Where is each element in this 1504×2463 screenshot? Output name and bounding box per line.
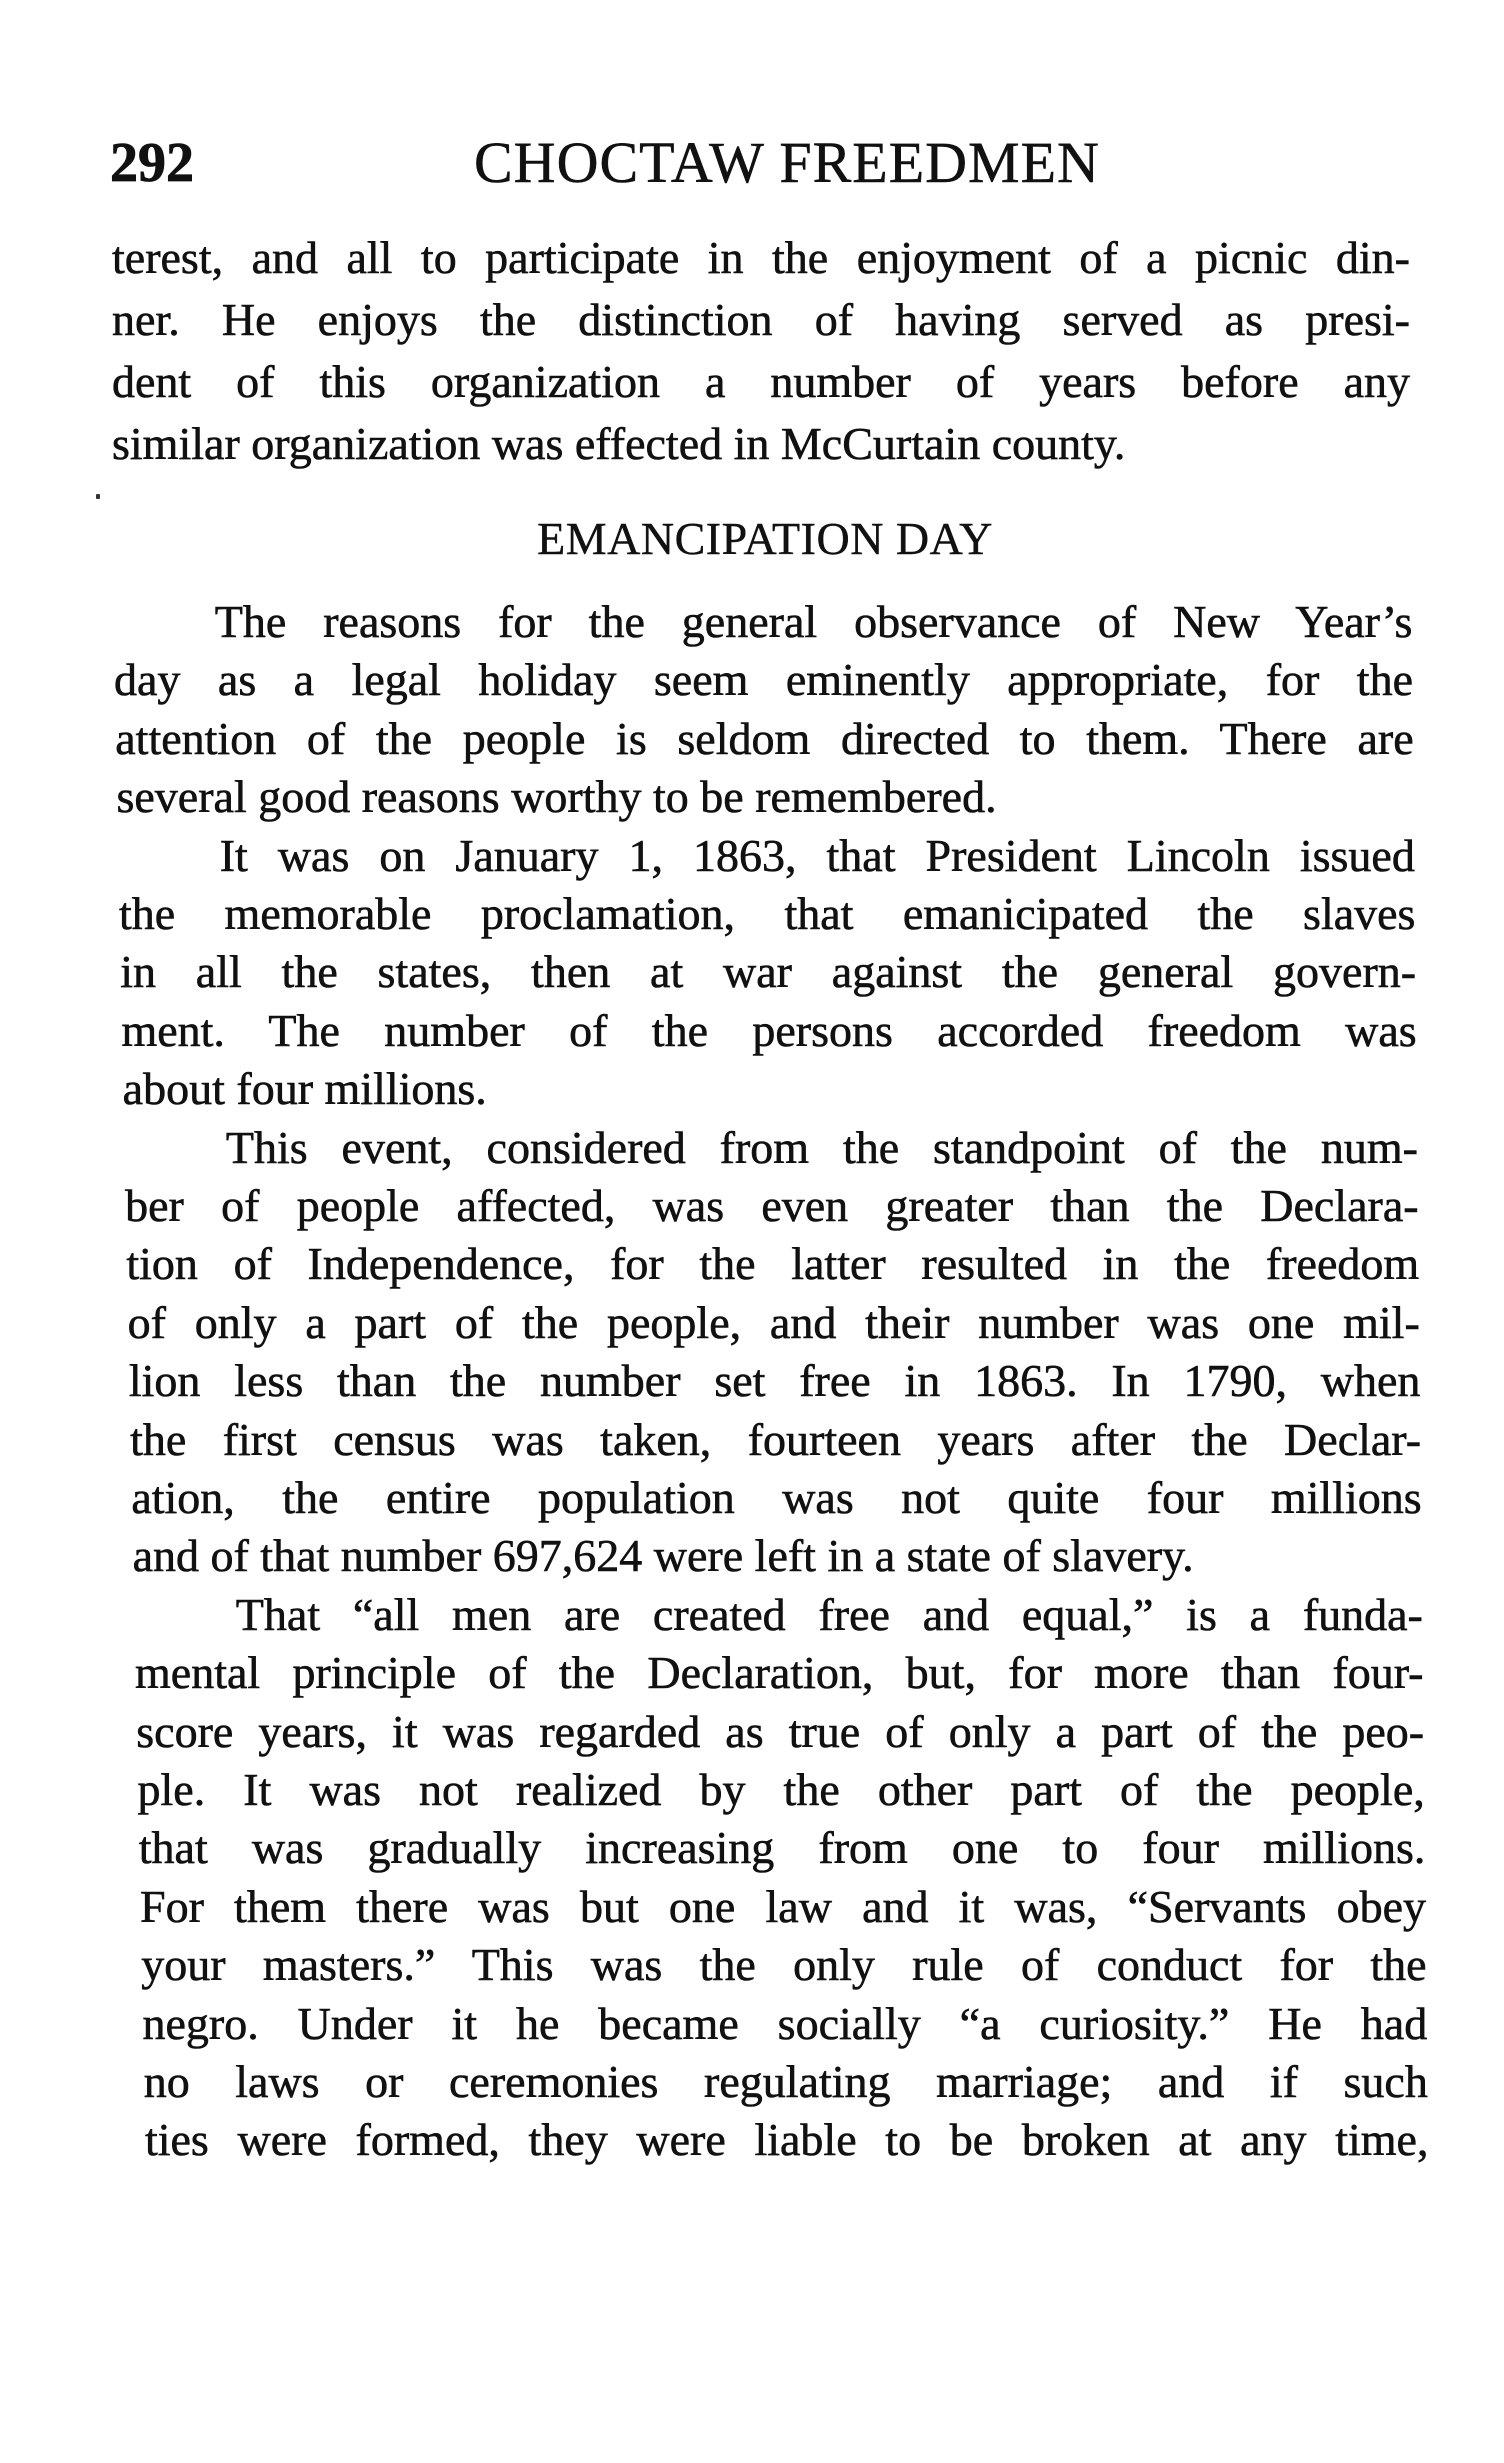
- text-line: ation, the entire population was not quite four millions: [131, 1472, 1422, 1523]
- text-line: of only a part of the people, and their number was one mil-: [127, 1296, 1420, 1348]
- text-line: the memorable proclamation, that emanicipated the slaves: [118, 888, 1416, 939]
- text-line: that was gradually increasing from one to four millions.: [138, 1822, 1426, 1874]
- scan-speck: [96, 494, 100, 499]
- page-number: 292: [110, 132, 194, 194]
- text-line: in all the states, then at war against the general govern-: [120, 946, 1417, 998]
- text-line: no laws or ceremonies regulating marriage; and if such: [143, 2056, 1428, 2107]
- text-line: score years, it was regarded as true of only a part of the peo-: [136, 1705, 1425, 1757]
- text-line: similar organization was effected in McCurtain county.: [112, 418, 1126, 469]
- text-line: day as a legal holiday seem eminently appropriate, for the: [114, 654, 1413, 706]
- text-line: several good reasons worthy to be remembered.: [116, 771, 997, 823]
- text-line: attention of the people is seldom directed to them. There are: [115, 712, 1414, 764]
- text-line: ner. He enjoys the distinction of having served as presi-: [112, 294, 1410, 345]
- text-line: mental principle of the Declaration, but, for more than four-: [135, 1647, 1424, 1699]
- paragraph-first-line: The reasons for the general observance of New Year’s: [214, 596, 1413, 647]
- running-title: CHOCTAW FREEDMEN: [474, 130, 1100, 195]
- text-line: your masters.” This was the only rule of conduct for the: [141, 1939, 1427, 1991]
- section-heading: EMANCIPATION DAY: [537, 513, 993, 564]
- text-line: terest, and all to participate in the enjoyment of a picnic din-: [112, 232, 1410, 283]
- text-line: about four millions.: [122, 1063, 487, 1115]
- text-line: ties were formed, they were liable to be broken at any time,: [144, 2114, 1429, 2166]
- text-line: For them there was but one law and it was, “Servants obey: [139, 1880, 1426, 1932]
- text-line: the first census was taken, fourteen years after the Declar-: [130, 1413, 1422, 1465]
- text-line: ment. The number of the persons accorded freedom was: [121, 1004, 1417, 1056]
- text-line: lion less than the number set free in 1863. In 1790, when: [128, 1355, 1421, 1407]
- text-line: and of that number 697,624 were left in a state of slavery.: [132, 1530, 1194, 1582]
- text-line: dent of this organization a number of years before any: [112, 356, 1410, 407]
- paragraph-first-line: That “all men are created free and equal,” is a funda-: [235, 1588, 1423, 1640]
- paragraph-first-line: This event, considered from the standpoint of the num-: [225, 1121, 1418, 1173]
- paragraph-first-line: It was on January 1, 1863, that President Lincoln issued: [219, 829, 1415, 881]
- text-line: ber of people affected, was even greater than the Declara-: [125, 1180, 1419, 1231]
- text-line: negro. Under it he became socially “a curiosity.” He had: [142, 1997, 1428, 2049]
- text-line: ple. It was not realized by the other part of the people,: [137, 1764, 1425, 1815]
- text-line: tion of Independence, for the latter resulted in the freedom: [126, 1238, 1420, 1290]
